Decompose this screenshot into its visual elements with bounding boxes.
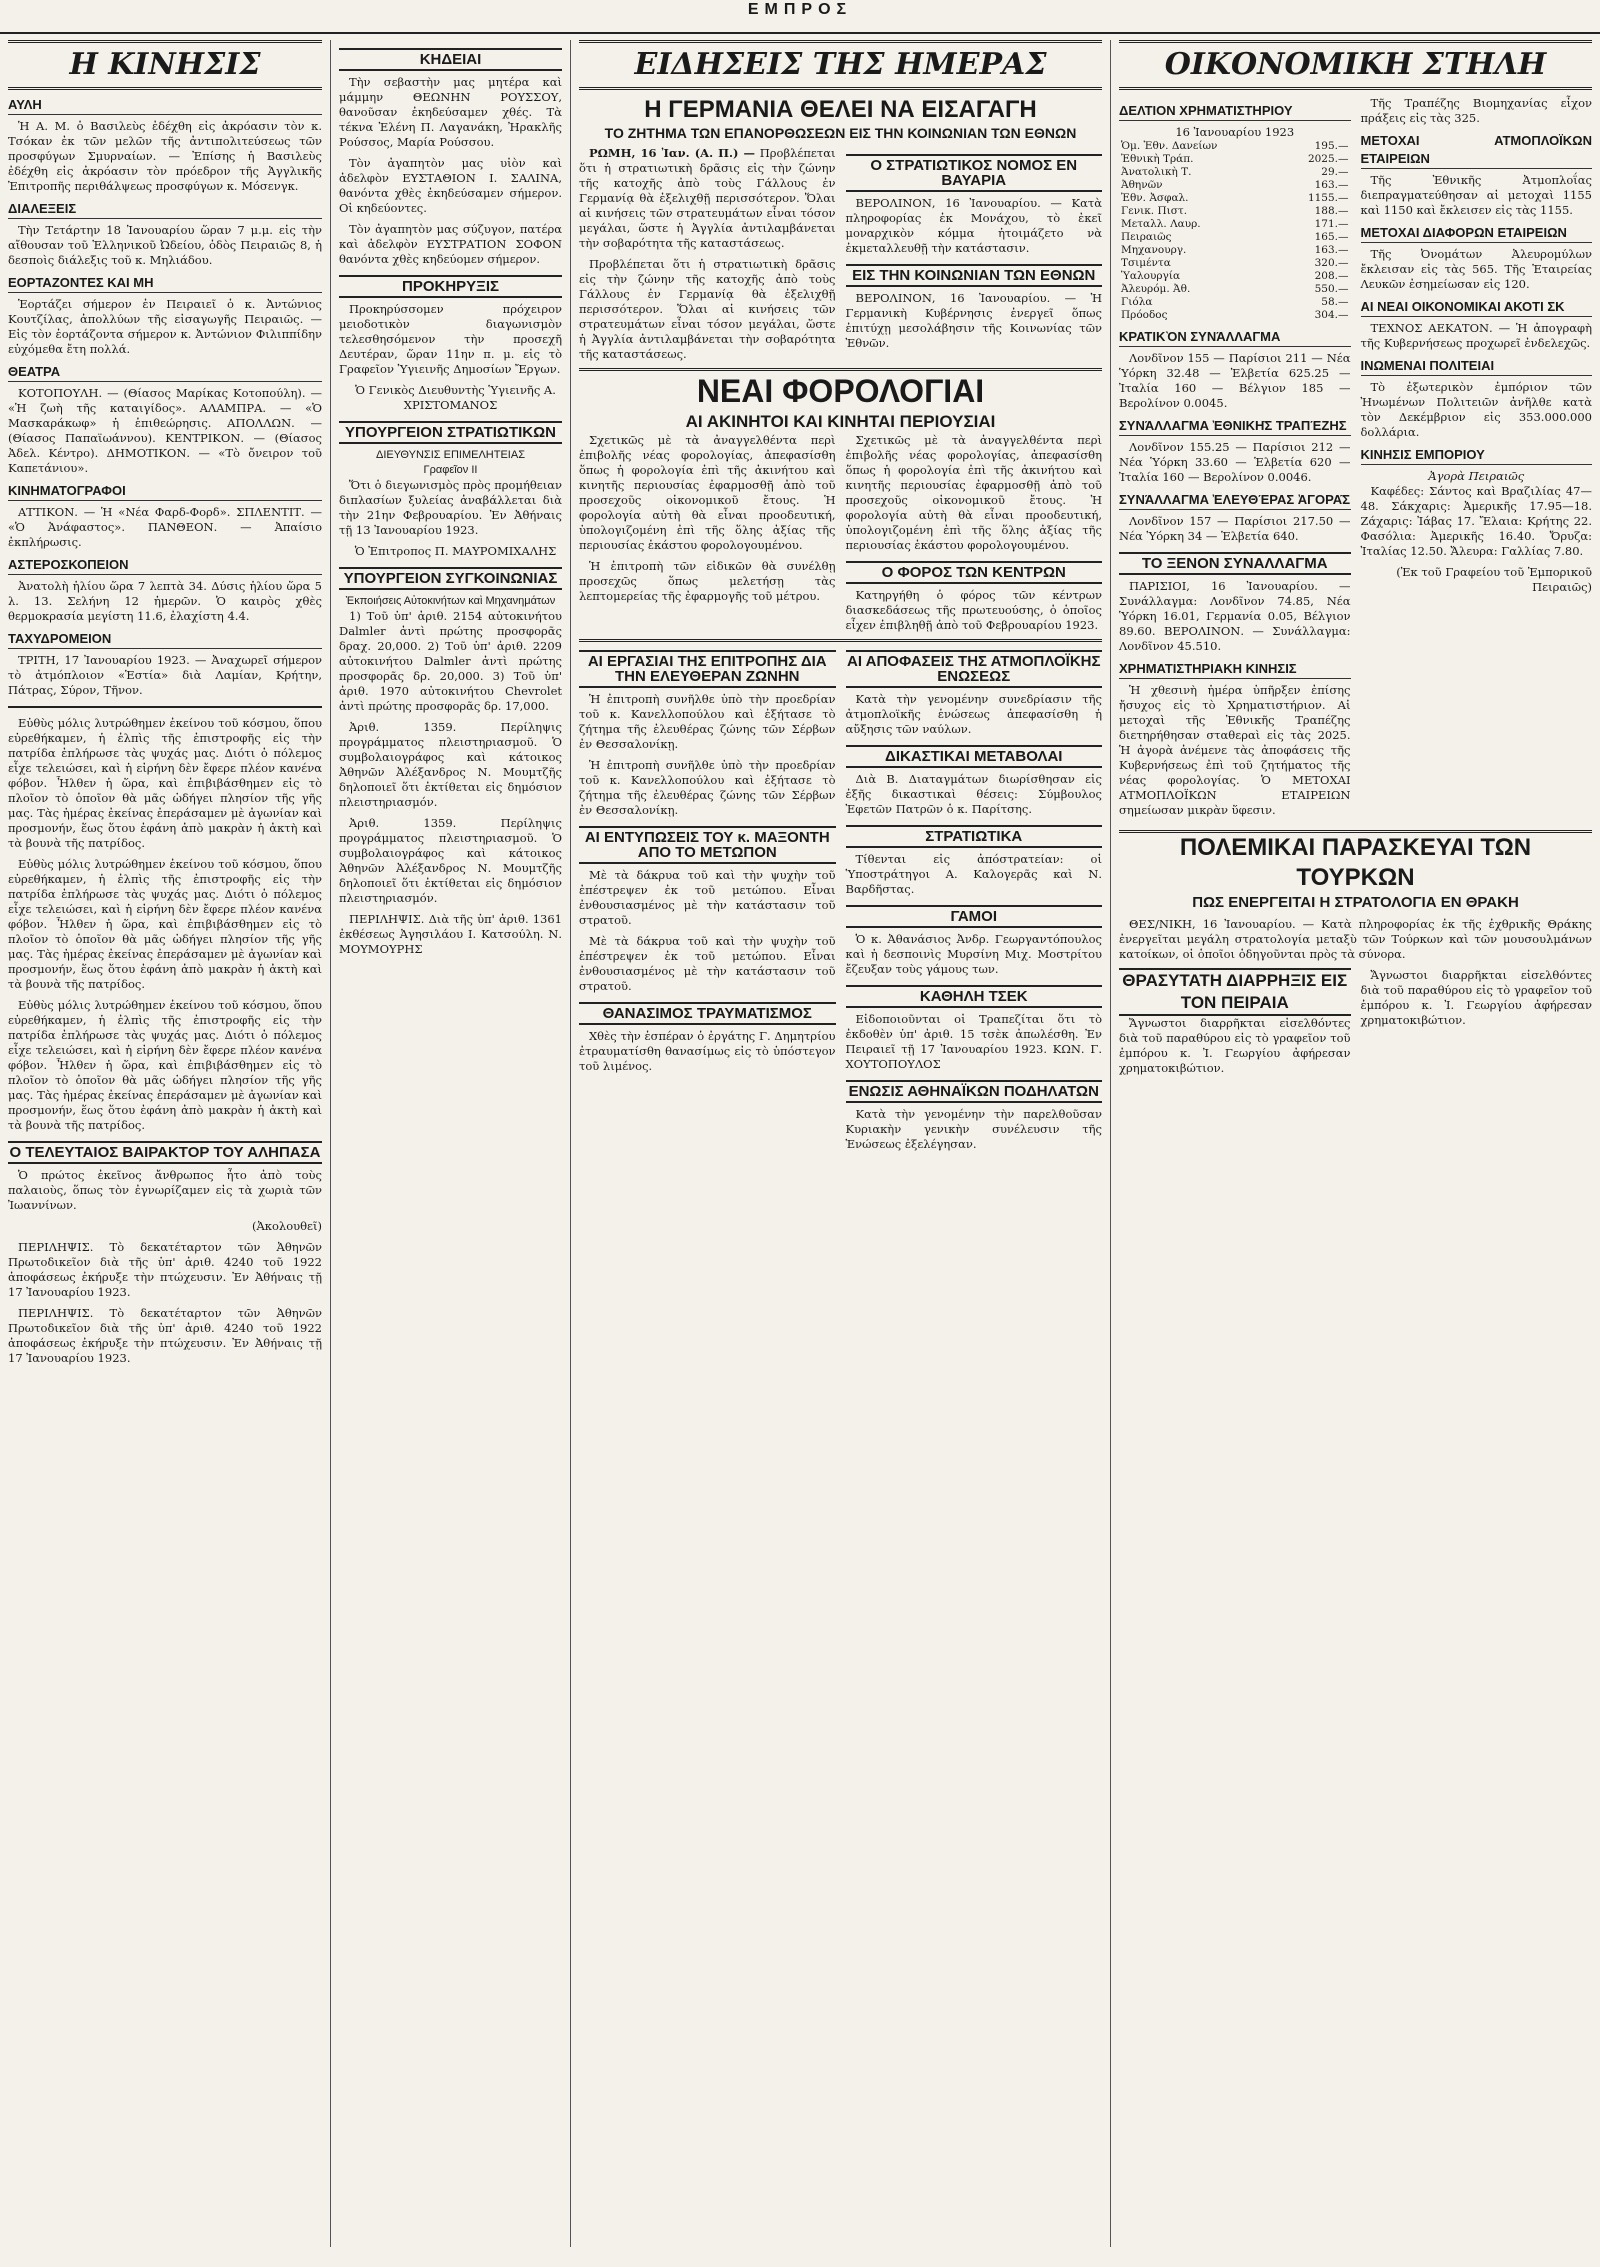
market-text: Τῆς Τραπέζης Βιομηχανίας εἶχον πράξεις εἰς τὰς 325.: [1360, 96, 1592, 125]
stock-value: 163.—: [1314, 179, 1349, 191]
story-chapter-title: Ο ΤΕΛΕΥΤΑΙΟΣ ΒΑΙΡΑΚΤΟΡ ΤΟΥ ΑΛΗΠΑΣΑ: [8, 1141, 322, 1164]
stock-row: [1119, 218, 1351, 231]
column-notices: [330, 40, 570, 2247]
stock-value: 171.—: [1314, 218, 1349, 230]
article-text: Χθὲς τὴν ἑσπέραν ὁ ἐργάτης Γ. Δημητρίου ἐτραυματίσθη θανασίμως εἰς τὸ ὑπόστεγον τοῦ λιμένος.: [579, 1029, 836, 1073]
market-section-title: ΜΕΤΟΧΑΙ ΑΤΜΟΠΛΟΪΚΩΝ ΕΤΑΙΡΕΙΩΝ: [1361, 132, 1593, 169]
article-text: Σχετικῶς μὲ τὰ ἀναγγελθέντα περὶ ἐπιβολῆς νέας φορολογίας, ἀπεφασίσθη ὅπως ἡ φορολογία ἐπὶ τῆς ἀκινήτου καὶ κινητῆς περιουσίας ἐφαρμοσθῇ ἀπὸ τοῦ προσεχοῦς οἰκονομικοῦ ἔτους. Ἡ φορολογία αὐτὴ θὰ εἶναι προοδευτική, ὑπολογιζομένη ἐπὶ τῆς ὅλης ἀξίας τῆς περιουσίας ἑκάστου φορολογουμένου.: [579, 433, 836, 552]
foreign-exchange-text: ΠΑΡΙΣΙΟΙ, 16 Ἰανουαρίου. — Συνάλλαγμα: Λονδῖνον 74.85, Νέα Ὑόρκη 16.01, Γερμανία 0.05, Βέλγιον 89.60. ΒΕΡΟΛΙΝΟΝ. — Συνάλλαγμα: Λονδῖνον 45.510.: [1119, 579, 1351, 653]
article-text: Εἰδοποιοῦνται οἱ Τραπεζίται ὅτι τὸ ἐκδοθὲν ὑπ' ἀριθ. 15 τσὲκ ἀπωλέσθη. Ἐν Πειραιεῖ τῇ 17 Ἰανουαρίου 1923. ΚΩΝ. Γ. ΧΟΥΤΟΠΟΥΛΟΣ: [845, 1012, 1102, 1071]
stock-row: [1119, 257, 1351, 270]
article-title: ΑΙ ΕΡΓΑΣΙΑΙ ΤΗΣ ΕΠΙΤΡΟΠΗΣ ΔΙΑ ΤΗΝ ΕΛΕΥΘΕΡΑΝ ΖΩΝΗΝ: [579, 650, 836, 688]
stock-value: 1155.—: [1307, 192, 1349, 204]
continued-note: (Ἀκολουθεῖ): [252, 1219, 322, 1233]
market-section-title: ΑΙ ΝΕΑΙ ΟΙΚΟΝΟΜΙΚΑΙ ΑΚΟΤΙ ΣΚ: [1361, 298, 1593, 317]
funerals-title: ΚΗΔΕΙΑΙ: [339, 48, 562, 71]
article-text: Σχετικῶς μὲ τὰ ἀναγγελθέντα περὶ ἐπιβολῆς νέας φορολογίας, ἀπεφασίσθη ὅπως ἡ φορολογία ἐπὶ τῆς ἀκινήτου καὶ κινητῆς περιουσίας ἐφαρμοσθῇ ἀπὸ τοῦ προσεχοῦς οἰκονομικοῦ ἔτους. Ἡ φορολογία αὐτὴ θὰ εἶναι προοδευτική, ὑπολογιζομένη ἐπὶ τῆς ὅλης ἀξίας τῆς περιουσίας ἑκάστου φορολογουμένου.: [845, 433, 1102, 552]
stock-row: [1119, 140, 1351, 153]
headline-burglary: ΘΡΑΣΥΤΑΤΗ ΔΙΑΡΡΗΞΙΣ ΕΙΣ ΤΟΝ ΠΕΙΡΑΙΑ: [1119, 968, 1351, 1016]
subheadline-taxes: ΑΙ ΑΚΙΝΗΤΟΙ ΚΑΙ ΚΙΝΗΤΑΙ ΠΕΡΙΟΥΣΙΑΙ: [685, 412, 996, 431]
stock-value: 2025.—: [1307, 153, 1349, 165]
column-heading: Η ΚΙΝΗΣΙΣ: [8, 40, 322, 90]
article-text: Ἡ ἐπιτροπὴ συνῆλθε ὑπὸ τὴν προεδρίαν τοῦ κ. Κανελλοπούλου καὶ ἐξήτασε τὸ ζήτημα τῆς ἐλευθέρας ζώνης τῶν Σέρβων ἐν Θεσσαλονίκῃ.: [579, 758, 836, 817]
stock-row: [1119, 231, 1351, 244]
stock-table: [1119, 140, 1351, 322]
stock-name: Γιόλα: [1121, 296, 1153, 308]
article-text: Τίθενται εἰς ἀπόστρατείαν: οἱ Ὑποστράτηγοι Α. Καλογερᾶς καὶ Ν. Βαρδῆστας.: [845, 852, 1102, 896]
stock-row: [1119, 270, 1351, 283]
article-title: ΕΝΩΣΙΣ ΑΘΗΝΑΪΚΩΝ ΠΟΔΗΛΑΤΩΝ: [846, 1080, 1103, 1103]
stock-name: Τσιμέντα: [1121, 257, 1171, 269]
market-source: (Ἐκ τοῦ Γραφείου τοῦ Ἐμπορικοῦ Πειραιῶς): [1396, 565, 1592, 594]
stock-name: Πρόοδος: [1121, 309, 1168, 321]
stock-name: Ἀλευρόμ. Ἀθ.: [1121, 283, 1191, 295]
stock-value: 550.—: [1314, 283, 1349, 295]
ministry-text: Ὅτι ὁ διεγωνισμὸς πρὸς προμήθειαν διπλασίων ξυλείας ἀναβάλλεται διὰ τὴν 21ην Φεβρουαρίου. Ἐν Ἀθήναις τῇ 13 Ἰανουαρίου 1923.: [339, 478, 562, 537]
market-section-title: ΙΝΩΜΕΝΑΙ ΠΟΛΙΤΕΙΑΙ: [1361, 357, 1593, 376]
market-subtitle: Ἀγορὰ Πειραιῶς: [1428, 469, 1525, 483]
ministry-subtitle: ΔΙΕΥΘΥΝΣΙΣ ΕΠΙΜΕΛΗΤΕΙΑΣ: [375, 449, 526, 461]
exchange-title: ΣΥΝΆΛΛΑΓΜΑ ἘΘΝΙΚΗ͂Σ ΤΡΑΠΈΖΗΣ: [1119, 417, 1351, 436]
legal-notice: ΠΕΡΙΛΗΨΙΣ. Τὸ δεκατέταρτον τῶν Ἀθηνῶν Πρωτοδικεῖον διὰ τῆς ὑπ' ἀριθ. 4240 τοῦ 1922 ἀποφάσεως ἐκήρυξε τὴν πτώχευσιν. Ἐν Ἀθήναις τῇ 17 Ἰανουαρίου 1923.: [8, 1240, 322, 1299]
section-title: ΘΕΑΤΡΑ: [8, 363, 322, 382]
stock-row: [1119, 179, 1351, 192]
masthead: ΕΜΠΡΟΣ: [0, 0, 1600, 34]
article-title: ΣΤΡΑΤΙΩΤΙΚΑ: [846, 825, 1103, 848]
market-news-text: Ἡ χθεσινὴ ἡμέρα ὑπῆρξεν ἐπίσης ἤσυχος εἰς τὸ Χρηματιστήριον. Αἱ μετοχαὶ τῆς Ἐθνικῆς Τραπέζης διετηρήθησαν σταθεραὶ εἰς τὰς 2025. Ἡ ἀγορὰ ἀνέμενε τὰς ἀποφάσεις τῆς Κυβερνήσεως ἐπὶ τοῦ ζητήματος τῆς νέας φορολογίας. Ὁ ΜΕΤΟΧΑΙ ΑΤΜΟΠΛΟΪΚΩΝ ΕΤΑΙΡΕΙΩΝ σημείωσαν μικρὰν ὕφεσιν.: [1119, 683, 1351, 817]
article-text: Κατὰ τὴν γενομένην τὴν παρελθοῦσαν Κυριακὴν γενικὴν συνέλευσιν τῆς Ἑνώσεως ἐξελέγησαν.: [845, 1107, 1102, 1151]
article-text: Κατὰ τὴν γενομένην συνεδρίασιν τῆς ἀτμοπλοϊκῆς ἑνώσεως ἀπεφασίσθη ἡ αὔξησις τῶν ναύλων.: [845, 692, 1102, 736]
stock-value: 195.—: [1314, 140, 1349, 152]
column-heading: ΟΙΚΟΝΟΜΙΚΗ ΣΤΗΛΗ: [1119, 40, 1592, 90]
subheadline-germany: ΤΟ ΖΗΤΗΜΑ ΤΩΝ ΕΠΑΝΟΡΘΩΣΕΩΝ ΕΙΣ ΤΗΝ ΚΟΙΝΩΝΙΑΝ ΤΩΝ ΕΘΝΩΝ: [604, 125, 1077, 141]
serial-story: Εὐθὺς μόλις λυτρώθημεν ἐκείνου τοῦ κόσμου, ὅπου εὐρεθήκαμεν, ἡ ἐλπὶς τῆς ἐπιστροφῆς εἰς τὴν πατρίδα ἐπλήρωσε τὰς ψυχάς μας. Διότι ὁ πόλεμος εἶχε τελειώσει, καὶ ἡ εἰρήνη δὲν ἔφερε πλέον κανένα φόβον. Ἦλθεν ἡ ὥρα, καὶ ἐπιβιβάσθημεν εἰς τὸ πλοῖον τὸ ὁποῖον θὰ μᾶς ὡδήγει πλησίον τῆς γῆς μας. Τὰς ἡμέρας ἐκείνας ἐπεράσαμεν μὲ ἀγωνίαν καὶ προσμονήν, ἕως ὅτου ἐφάνη ἀπὸ μακρὰν ἡ ἀκτὴ καὶ τὰ βουνὰ τῆς πατρίδος.: [8, 998, 322, 1132]
stock-value: 163.—: [1314, 244, 1349, 256]
article-title: ΚΑΘΗΛΗ ΤΣΕΚ: [846, 985, 1103, 1008]
article-title: ΔΙΚΑΣΤΙΚΑΙ ΜΕΤΑΒΟΛΑΙ: [846, 745, 1103, 768]
auction-text: Ἀριθ. 1359. Περίληψις προγράμματος πλειστηριασμοῦ. Ὁ συμβολαιογράφος καὶ κάτοικος Ἀθηνῶν Ἀλέξανδρος Ν. Μουμτζῆς δηλοποιεῖ ὅτι ἐκτίθεται εἰς δημόσιον πλειστηριασμόν.: [339, 720, 562, 809]
section-text: Ἀνατολὴ ἡλίου ὥρα 7 λεπτὰ 34. Δύσις ἡλίου ὥρα 5 λ. 13. Σελήνη 12 ἡμερῶν. Ὁ καιρὸς χθὲς θερμοκρασία μεγίστη 11.6, ἐλαχίστη 4.4.: [8, 579, 322, 623]
funeral-notice: Τὸν ἀγαπητὸν μας υἱὸν καὶ ἀδελφὸν ΕΥΣΤΑΘΙΟΝ Ι. ΣΑΛΙΝΑ, θανόντα χθὲς ἐκηδεύσαμεν σήμερον. Οἱ κηδεύοντες.: [339, 156, 562, 215]
section-text: Ἡ Α. Μ. ὁ Βασιλεὺς ἐδέχθη εἰς ἀκρόασιν τὸν κ. Τσόκαν ἐκ τῶν μελῶν τῆς ἀντιπολιτεύσεως τῶν προσφύγων Σμυρναίων. — Ἐπίσης ἡ Βασιλεὺς ἐδέχθη εἰς ἀκρόασιν τὸν πρόεδρον τῆς Ἀγγλικῆς Ἐπιτροπῆς περιθάλψεως προσφύγων κ. Μόσενγκ.: [8, 119, 322, 193]
market-section-title: ΚΙΝΗΣΙΣ ΕΜΠΟΡΙΟΥ: [1361, 446, 1593, 465]
article-text: Ὁ κ. Ἀθανάσιος Ἀνδρ. Γεωργαντόπουλος καὶ ἡ δεσποινὶς Μυρσίνη Μιχ. Μοστρίτου ἔζευξαν τοὺς γάμους των.: [845, 932, 1102, 976]
section-title: ΔΙΑΛΕΞΕΙΣ: [8, 200, 322, 219]
serial-story: Ὁ πρώτος ἐκεῖνος ἄνθρωπος ἦτο ἀπὸ τοὺς παλαιοὺς, ὅπως τὸν ἐγνωρίζαμεν εἰς τὰ χωριὰ τῶν Ἰωαννίνων.: [8, 1168, 322, 1212]
headline-turks: ΠΟΛΕΜΙΚΑΙ ΠΑΡΑΣΚΕΥΑΙ ΤΩΝ ΤΟΥΡΚΩΝ: [1179, 834, 1532, 891]
article-text: Διὰ Β. Διαταγμάτων διωρίσθησαν εἰς ἐξῆς δικαστικαὶ θέσεις: Σύμβουλος Ἐφετῶν Πατρῶν ὁ κ. Παρίτσης.: [845, 772, 1102, 816]
proclamation-text: Προκηρύσσομεν πρόχειρον μειοδοτικὸν διαγωνισμὸν τελεσθησόμενον τὴν προσεχῆ Δευτέραν, ὥραν 11ην π. μ. εἰς τὸ Γραφεῖον Ὑγιεινῆς Δημοσίων Ἔργων.: [339, 302, 562, 376]
proclamation-title: ΠΡΟΚΗΡΥΞΙΣ: [339, 275, 562, 298]
exchange-text: Λονδῖνον 155 — Παρίσιοι 211 — Νέα Ὑόρκη 32.48 — Ἑλβετία 625.25 — Ἰταλία 160 — Βέλγιον 185 — Βερολίνον 0.0045.: [1119, 351, 1351, 410]
stock-name: Μηχανουργ.: [1121, 244, 1187, 256]
market-text: Καφέδες: Σάντος καὶ Βραζιλίας 47—48. Σάκχαρις: Ἀμερικῆς 17.95—18. Ζάχαρις: Ἰάβας 17. Ἔλαια: Κρήτης 22. Φασόλια: Ἀμερικῆς 16.40. Ὄρυζα: Ἰταλίας 12.50. Ἄλευρα: Γαλλίας 7.80.: [1360, 484, 1592, 558]
ministry-military-title: ΥΠΟΥΡΓΕΙΟΝ ΣΤΡΑΤΙΩΤΙΚΩΝ: [339, 421, 562, 444]
article-text: Ἡ ἐπιτροπὴ τῶν εἰδικῶν θὰ συνέλθῃ προσεχῶς ὅπως μελετήσῃ τὰς λεπτομερείας τῆς ἐφαρμογῆς τοῦ μέτρου.: [579, 559, 836, 603]
exchange-text: Λονδῖνον 157 — Παρίσιοι 217.50 — Νέα Ὑόρκη 34 — Ἑλβετία 640.: [1119, 514, 1351, 543]
funeral-notice: Τὸν ἀγαπητὸν μας σύζυγον, πατέρα καὶ ἀδελφὸν ΕΥΣΤΡΑΤΙΟΝ ΣΟΦΟΝ θανόντα χθὲς κηδεύομεν σήμερον.: [339, 222, 562, 266]
dateline: ΡΩΜΗ, 16 Ἰαν. (Α. Π.) —: [589, 146, 756, 160]
stock-name: Ἀθηνῶν: [1121, 179, 1163, 191]
stock-value: 165.—: [1314, 231, 1349, 243]
stock-row: [1119, 205, 1351, 218]
ministry-signature: Ὁ Ἐπιτροπος Π. ΜΑΥΡΟΜΙΧΑΛΗΣ: [354, 544, 557, 558]
bulletin-date: 16 Ἰανουαρίου 1923: [1175, 125, 1295, 139]
stock-value: 208.—: [1314, 270, 1349, 282]
article-text: Προβλέπεται ὅτι ἡ στρατιωτικὴ δρᾶσις εἰς τὴν ζώνην τῆς κατοχῆς ἀπὸ τοὺς Γάλλους ἐν Γερμανίᾳ θὰ ἐξελιχθῇ περισσότερον. Ὅλαι αἱ κινήσεις τῶν στρατευμάτων εἶναι τόσον μεγάλαι, ὥστε ἡ Ἀγγλία ἀντιλαμβάνεται τὴν σοβαρότητα τῆς καταστάσεως.: [579, 146, 836, 250]
market-news-title: ΧΡΗΜΑΤΙΣΤΗΡΙΑΚΗ ΚΙΝΗΣΙΣ: [1119, 660, 1351, 679]
exchange-title: ΣΥΝΆΛΛΑΓΜΑ ἘΛΕΥΘΈΡΑΣ ἈΓΟΡΑ͂Σ: [1119, 491, 1351, 510]
funeral-notice: Τὴν σεβαστὴν μας μητέρα καὶ μάμμην ΘΕΩΝΗΝ ΡΟΥΣΣΟΥ, θανοῦσαν ἐκηδεύσαμεν χθές. Τὰ τέκνα Ἑλένη Π. Λαγανάκη, Ἠρακλῆς Ρούσσος, Μαρία Ρούσσου.: [339, 75, 562, 149]
section-title: ΚΙΝΗΜΑΤΟΓΡΑΦΟΙ: [8, 482, 322, 501]
stock-value: 304.—: [1314, 309, 1349, 321]
section-title: ΕΟΡΤΑΖΟΝΤΕΣ ΚΑΙ ΜΗ: [8, 274, 322, 293]
article-title: ΘΑΝΑΣΙΜΟΣ ΤΡΑΥΜΑΤΙΣΜΟΣ: [579, 1002, 836, 1025]
article-text: Ἄγνωστοι διαρρῆκται εἰσελθόντες διὰ τοῦ παραθύρου εἰς τὸ γραφεῖον τοῦ ἐμπόρου κ. Ἰ. Γεωργίου ἀφήρεσαν χρηματοκιβώτιον.: [1360, 968, 1592, 1027]
serial-story: Εὐθὺς μόλις λυτρώθημεν ἐκείνου τοῦ κόσμου, ὅπου εὐρεθήκαμεν, ἡ ἐλπὶς τῆς ἐπιστροφῆς εἰς τὴν πατρίδα ἐπλήρωσε τὰς ψυχάς μας. Διότι ὁ πόλεμος εἶχε τελειώσει, καὶ ἡ εἰρήνη δὲν ἔφερε πλέον κανένα φόβον. Ἦλθεν ἡ ὥρα, καὶ ἐπιβιβάσθημεν εἰς τὸ πλοῖον τὸ ὁποῖον θὰ μᾶς ὡδήγει πλησίον τῆς γῆς μας. Τὰς ἡμέρας ἐκείνας ἐπεράσαμεν μὲ ἀγωνίαν καὶ προσμονήν, ἕως ὅτου ἐφάνη ἀπὸ μακρὰν ἡ ἀκτὴ καὶ τὰ βουνὰ τῆς πατρίδος.: [8, 716, 322, 850]
column-heading: ΕΙΔΗΣΕΙΣ ΤΗΣ ΗΜΕΡΑΣ: [579, 40, 1102, 90]
bulletin-title: ΔΕΛΤΙΟΝ ΧΡΗΜΑΤΙΣΤΗΡΙΟΥ: [1119, 102, 1351, 121]
article-text: Κατηργήθη ὁ φόρος τῶν κέντρων διασκεδάσεως τῆς πρωτευούσης, ὁ ὁποῖος εἶχεν ἐπιβληθῇ ἀπὸ τοῦ Φεβρουαρίου 1923.: [845, 588, 1102, 632]
stock-value: 58.—: [1321, 296, 1349, 308]
section-text: Ἑορτάζει σήμερον ἐν Πειραιεῖ ὁ κ. Ἀντώνιος Κουτζίλας, ἀπολλύων τῆς εἰσαγωγῆς Πειραιῶς. — Εἰς τὸν ἑορτάζοντα σήμερον κ. Ἀντώνιον Φιλιππίδην εὐχόμεθα ἔτη πολλά.: [8, 297, 322, 356]
headline-germany: Η ΓΕΡΜΑΝΙΑ ΘΕΛΕΙ ΝΑ ΕΙΣΑΓΑΓΗ: [644, 96, 1037, 123]
market-text: Τὸ ἐξωτερικὸν ἐμπόριον τῶν Ἠνωμένων Πολιτειῶν ἀνῆλθε κατὰ τὸν Δεκέμβριον εἰς 353.000.000 δολλάρια.: [1360, 380, 1592, 439]
stock-value: 29.—: [1321, 166, 1349, 178]
ministry-subtitle: Ἐκποιήσεις Αὐτοκινήτων καὶ Μηχανημάτων: [345, 595, 556, 607]
ministry-office: Γραφεῖον ΙΙ: [423, 464, 478, 476]
stock-name: Γενικ. Πιστ.: [1121, 205, 1188, 217]
article-text: Ἄγνωστοι διαρρῆκται εἰσελθόντες διὰ τοῦ παραθύρου εἰς τὸ γραφεῖον τοῦ ἐμπόρου κ. Ἰ. Γεωργίου ἀφήρεσαν χρηματοκιβώτιον.: [1119, 1016, 1351, 1075]
stock-name: Πειραιῶς: [1121, 231, 1172, 243]
column-kinisis: [0, 40, 330, 2247]
article-text: ΒΕΡΟΛΙΝΟΝ, 16 Ἰανουαρίου. — Κατὰ πληροφορίας ἐκ Μονάχου, τὸ ἐκεῖ μοναρχικὸν κόμμα ἠτοιμάζετο νὰ ἐκμεταλλευθῇ τὴν κατάστασιν.: [845, 196, 1102, 255]
section-text: ΚΟΤΟΠΟΥΛΗ. — (Θίασος Μαρίκας Κοτοπούλη). — «Ἡ ζωὴ τῆς καταιγίδος». ΑΛΑΜΠΡΑ. — «Ὁ Μασκαράκωφ» ἡ ἑπιθεώρησις. ΑΠΟΛΛΩΝ. — (Θίασος Παπαϊωάννου). ΚΕΝΤΡΙΚΟΝ. — (Θίασος Ἀδελ. Κέντρο). ΔΗΜΟΤΙΚΟΝ. — «Τὸ ὄνειρον τοῦ Καπετάνιου».: [8, 386, 322, 475]
stock-value: 320.—: [1314, 257, 1349, 269]
article-text: Μὲ τὰ δάκρυα τοῦ καὶ τὴν ψυχὴν τοῦ ἐπέστρεψεν ἐκ τοῦ μετώπου. Εἶναι ἐνθουσιασμένος μὲ τὴν κατάστασιν τοῦ στρατοῦ.: [579, 934, 836, 993]
article-title: ΓΑΜΟΙ: [846, 905, 1103, 928]
stock-row: [1119, 153, 1351, 166]
section-text: Τὴν Τετάρτην 18 Ἰανουαρίου ὥραν 7 μ.μ. εἰς τὴν αἴθουσαν τοῦ Ἑλληνικοῦ Ὠδείου, ὁδὸς Πειραιῶς 8, ἡ δεσποὶς διάλεξις τοῦ κ. Μηλιάδου.: [8, 223, 322, 267]
foreign-exchange-title: ΤΟ ΞΕΝΟΝ ΣΥΝΑΛΛΑΓΜΑ: [1119, 552, 1351, 575]
stock-name: Ὁμ. Ἐθν. Δανείων: [1121, 140, 1218, 152]
market-text: ΤΕΧΝΟΣ ΑΕΚΑΤΟΝ. — Ἡ ἀπογραφὴ τῆς Κυβερνήσεως προχωρεῖ ἐνδελεχῶς.: [1360, 321, 1592, 350]
stock-row: [1119, 166, 1351, 179]
subheadline-turks: ΠΩΣ ΕΝΕΡΓΕΙΤΑΙ Η ΣΤΡΑΤΟΛΟΓΙΑ ΕΝ ΘΡΑΚΗ: [1192, 894, 1519, 911]
serial-story: Εὐθὺς μόλις λυτρώθημεν ἐκείνου τοῦ κόσμου, ὅπου εὐρεθήκαμεν, ἡ ἐλπὶς τῆς ἐπιστροφῆς εἰς τὴν πατρίδα ἐπλήρωσε τὰς ψυχάς μας. Διότι ὁ πόλεμος εἶχε τελειώσει, καὶ ἡ εἰρήνη δὲν ἔφερε πλέον κανένα φόβον. Ἦλθεν ἡ ὥρα, καὶ ἐπιβιβάσθημεν εἰς τὸ πλοῖον τὸ ὁποῖον θὰ μᾶς ὡδήγει πλησίον τῆς γῆς μας. Τὰς ἡμέρας ἐκείνας ἐπεράσαμεν μὲ ἀγωνίαν καὶ προσμονήν, ἕως ὅτου ἐφάνη ἀπὸ μακρὰν ἡ ἀκτὴ καὶ τὰ βουνὰ τῆς πατρίδος.: [8, 857, 322, 991]
stock-row: [1119, 309, 1351, 322]
section-title: ΤΑΧΥΔΡΟΜΕΙΟΝ: [8, 630, 322, 649]
article-title: ΕΙΣ ΤΗΝ ΚΟΙΝΩΝΙΑΝ ΤΩΝ ΕΘΝΩΝ: [846, 264, 1103, 287]
article-text: Ἡ ἐπιτροπὴ συνῆλθε ὑπὸ τὴν προεδρίαν τοῦ κ. Κανελλοπούλου καὶ ἐξήτασε τὸ ζήτημα τῆς ἐλευθέρας ζώνης τῶν Σέρβων ἐν Θεσσαλονίκῃ.: [579, 692, 836, 751]
proclamation-signature: Ὁ Γενικὸς Διευθυντὴς Ὑγιεινῆς Α. ΧΡΙΣΤΟΜΑΝΟΣ: [355, 383, 556, 412]
article-title: Ο ΣΤΡΑΤΙΩΤΙΚΟΣ ΝΟΜΟΣ ΕΝ ΒΑΥΑΡΙΑ: [846, 154, 1103, 192]
section-text: ΑΤΤΙΚΟΝ. — Ἡ «Νέα Φαρδ-Φορδ». ΣΠΛΕΝΤΙΤ. — «Ὁ Ἀνάφαστος». ΠΑΝΘΕΟΝ. — Ἀπαίσιο ἐκπλήρωσις.: [8, 505, 322, 549]
auction-text: Ἀριθ. 1359. Περίληψις προγράμματος πλειστηριασμοῦ. Ὁ συμβολαιογράφος καὶ κάτοικος Ἀθηνῶν Ἀλέξανδρος Ν. Μουμτζῆς δηλοποιεῖ ὅτι ἐκτίθεται εἰς δημόσιον πλειστηριασμόν.: [339, 816, 562, 905]
stock-row: [1119, 296, 1351, 309]
column-news: [570, 40, 1110, 2247]
stock-row: [1119, 244, 1351, 257]
market-text: Τῆς Ἐθνικῆς Ἀτμοπλοΐας διεπραγματεύθησαν αἱ μετοχαὶ 1155 καὶ 1150 καὶ ἔκλεισεν εἰς τὰς 1155.: [1360, 173, 1592, 217]
legal-notice: ΠΕΡΙΛΗΨΙΣ. Τὸ δεκατέταρτον τῶν Ἀθηνῶν Πρωτοδικεῖον διὰ τῆς ὑπ' ἀριθ. 4240 τοῦ 1922 ἀποφάσεως ἐκήρυξε τὴν πτώχευσιν. Ἐν Ἀθήναις τῇ 17 Ἰανουαρίου 1923.: [8, 1306, 322, 1365]
section-title: ΑΣΤΕΡΟΣΚΟΠΕΙΟΝ: [8, 556, 322, 575]
article-title: Ο ΦΟΡΟΣ ΤΩΝ ΚΕΝΤΡΩΝ: [846, 561, 1103, 584]
article-title: ΑΙ ΕΝΤΥΠΩΣΕΙΣ ΤΟΥ κ. ΜΑΞΟΝΤΗ ΑΠΟ ΤΟ ΜΕΤΩΠΟΝ: [579, 826, 836, 864]
ministry-communications-title: ΥΠΟΥΡΓΕΙΟΝ ΣΥΓΚΟΙΝΩΝΙΑΣ: [339, 567, 562, 590]
stock-row: [1119, 192, 1351, 205]
article-text: Μὲ τὰ δάκρυα τοῦ καὶ τὴν ψυχὴν τοῦ ἐπέστρεψεν ἐκ τοῦ μετώπου. Εἶναι ἐνθουσιασμένος μὲ τὴν κατάστασιν τοῦ στρατοῦ.: [579, 868, 836, 927]
article-text: ΘΕΣ/ΝΙΚΗ, 16 Ἰανουαρίου. — Κατὰ πληροφορίας ἐκ τῆς ἐχθρικῆς Θράκης ἐνεργεῖται μεγάλη στρατολογία μεταξὺ τῶν Τούρκων καὶ τῶν μουσουλμάνων κατοίκων, οἱ ὁποῖοι ὁδηγοῦνται πρὸς τὰ σύνορα.: [1119, 917, 1592, 961]
section-title: ΑΥΛΗ: [8, 96, 322, 115]
auction-list: 1) Τοῦ ὑπ' ἀριθ. 2154 αὐτοκινήτου Dalmler ἀντὶ πρώτης προσφορᾶς δραχ. 20,000. 2) Τοῦ ὑπ' ἀριθ. 2209 αὐτοκινήτου Dalmler ἀντὶ πρώτης προσφορᾶς δρ. 20,000. 3) Τοῦ ὑπ' ἀριθ. 1970 αὐτοκινήτου Chevrolet ἀντὶ πρώτης προσφορᾶς δρ. 17,000.: [339, 609, 562, 713]
stock-name: Ἐθν. Ἀσφαλ.: [1121, 192, 1189, 204]
stock-name: Μεταλλ. Λαυρ.: [1121, 218, 1201, 230]
stock-name: Ἀνατολικὴ Τ.: [1121, 166, 1192, 178]
stock-name: Ὑαλουργία: [1121, 270, 1181, 282]
exchange-title: ΚΡΑΤΙΚῸΝ ΣΥΝΆΛΛΑΓΜΑ: [1119, 328, 1351, 347]
column-economy: [1110, 40, 1600, 2247]
article-title: ΑΙ ΑΠΟΦΑΣΕΙΣ ΤΗΣ ΑΤΜΟΠΛΟΪΚΗΣ ΕΝΩΣΕΩΣ: [846, 650, 1103, 688]
article-text: ΒΕΡΟΛΙΝΟΝ, 16 Ἰανουαρίου. — Ἡ Γερμανικὴ Κυβέρνησις ἐνεργεῖ ὅπως ἐπιτύχῃ μεσολάβησιν τῆς Κοινωνίας τῶν Ἐθνῶν.: [845, 291, 1102, 350]
exchange-text: Λονδῖνον 155.25 — Παρίσιοι 212 — Νέα Ὑόρκη 33.60 — Ἑλβετία 620 — Ἰταλία 160 — Βερολίνον 0.0046.: [1119, 440, 1351, 484]
auction-summary: ΠΕΡΙΛΗΨΙΣ. Διὰ τῆς ὑπ' ἀριθ. 1361 ἐκθέσεως Ἀγησιλάου Ι. Κατσούλη. Ν. ΜΟΥΜΟΥΡΗΣ: [339, 912, 562, 956]
stock-value: 188.—: [1314, 205, 1349, 217]
market-section-title: ΜΕΤΟΧΑΙ ΔΙΑΦΟΡΩΝ ΕΤΑΙΡΕΙΩΝ: [1361, 224, 1593, 243]
market-text: Τῆς Ὀνομάτων Ἀλευρομύλων ἔκλεισαν εἰς τὰς 565. Τῆς Ἑταιρείας Λευκῶν ἐσημείωσαν εἰς 120.: [1360, 247, 1592, 291]
headline-taxes: ΝΕΑΙ ΦΟΡΟΛΟΓΙΑΙ: [696, 373, 985, 409]
stock-row: [1119, 283, 1351, 296]
stock-name: Ἐθνικὴ Τράπ.: [1121, 153, 1194, 165]
section-text: ΤΡΙΤΗ, 17 Ἰανουαρίου 1923. — Ἀναχωρεῖ σήμερον τὸ ἀτμόπλοιον «Ἑστία» διὰ Λαμίαν, Κρήτην, Πάτρας, Σύρον, Τῆνον.: [8, 653, 322, 697]
article-text: Προβλέπεται ὅτι ἡ στρατιωτικὴ δρᾶσις εἰς τὴν ζώνην τῆς κατοχῆς ἀπὸ τοὺς Γάλλους ἐν Γερμανίᾳ θὰ ἐξελιχθῇ περισσότερον. Ὅλαι αἱ κινήσεις τῶν στρατευμάτων εἶναι τόσον μεγάλαι, ὥστε ἡ Ἀγγλία ἀντιλαμβάνεται τὴν σοβαρότητα τῆς καταστάσεως.: [579, 257, 836, 361]
